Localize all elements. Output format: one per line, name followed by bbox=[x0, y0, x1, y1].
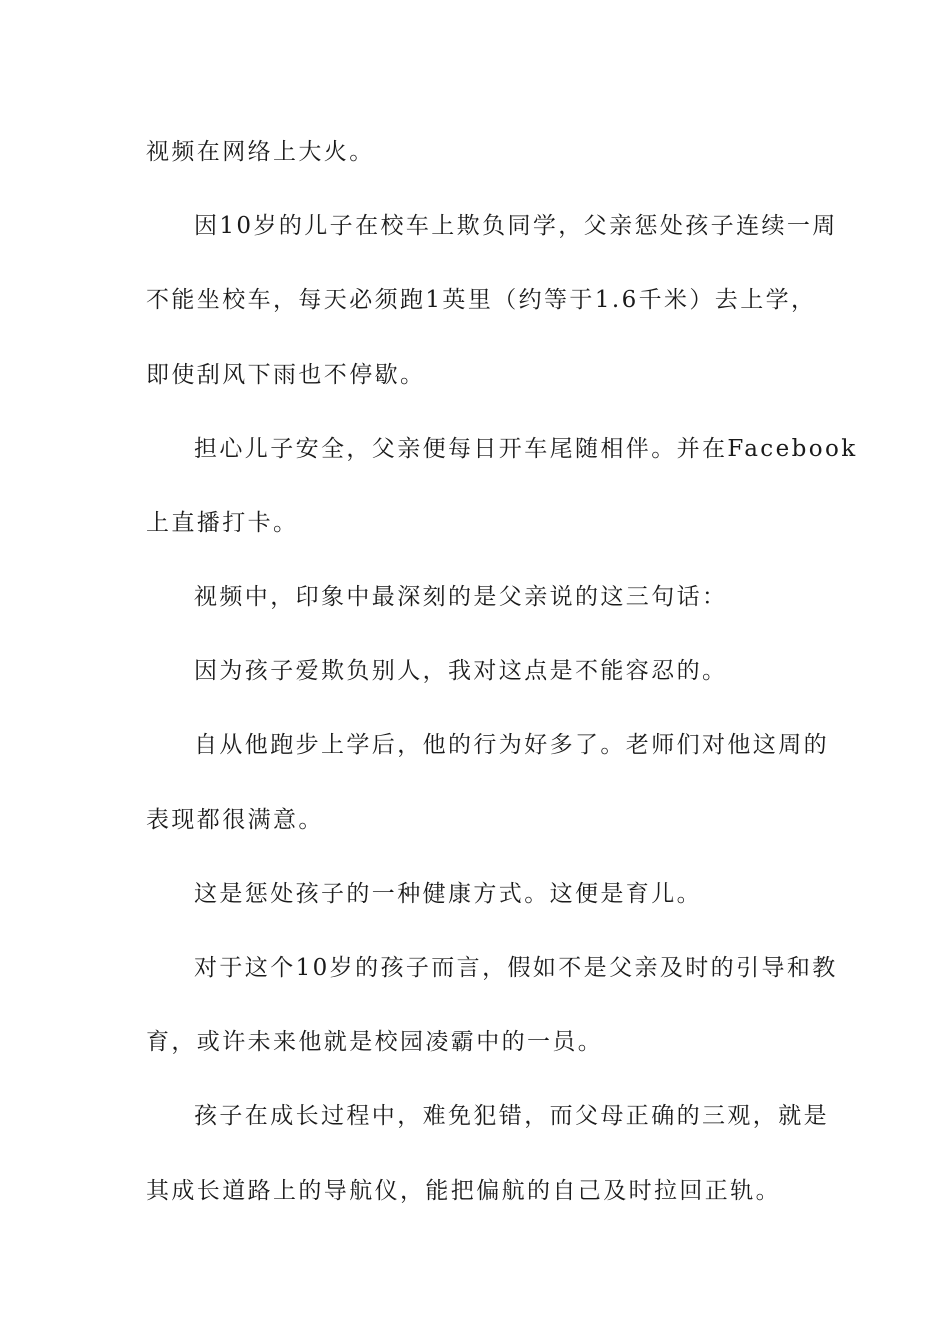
text-line: 表现都很满意。 bbox=[146, 807, 324, 833]
text-line: 其成长道路上的导航仪，能把偏航的自己及时拉回正轨。 bbox=[146, 1178, 781, 1204]
text-line: 这是惩处孩子的一种健康方式。这便是育儿。 bbox=[194, 881, 702, 907]
text-line: 育，或许未来他就是校园凌霸中的一员。 bbox=[146, 1029, 604, 1055]
text-line: 自从他跑步上学后，他的行为好多了。老师们对他这周的 bbox=[194, 732, 829, 758]
text-line: 不能坐校车，每天必须跑1英里（约等于1.6千米）去上学， bbox=[146, 287, 817, 313]
text-line: 即使刮风下雨也不停歇。 bbox=[146, 362, 426, 388]
text-line: 孩子在成长过程中，难免犯错，而父母正确的三观，就是 bbox=[194, 1103, 829, 1129]
text-line: 因10岁的儿子在校车上欺负同学，父亲惩处孩子连续一周 bbox=[194, 213, 838, 239]
text-line: 上直播打卡。 bbox=[146, 510, 299, 536]
text-line: 因为孩子爱欺负别人，我对这点是不能容忍的。 bbox=[194, 658, 728, 684]
text-line: 视频在网络上大火。 bbox=[146, 139, 375, 165]
text-line: 视频中，印象中最深刻的是父亲说的这三句话： bbox=[194, 584, 728, 610]
text-line: 对于这个10岁的孩子而言，假如不是父亲及时的引导和教 bbox=[194, 955, 838, 981]
text-line: 担心儿子安全，父亲便每日开车尾随相伴。并在Facebook bbox=[194, 436, 858, 462]
